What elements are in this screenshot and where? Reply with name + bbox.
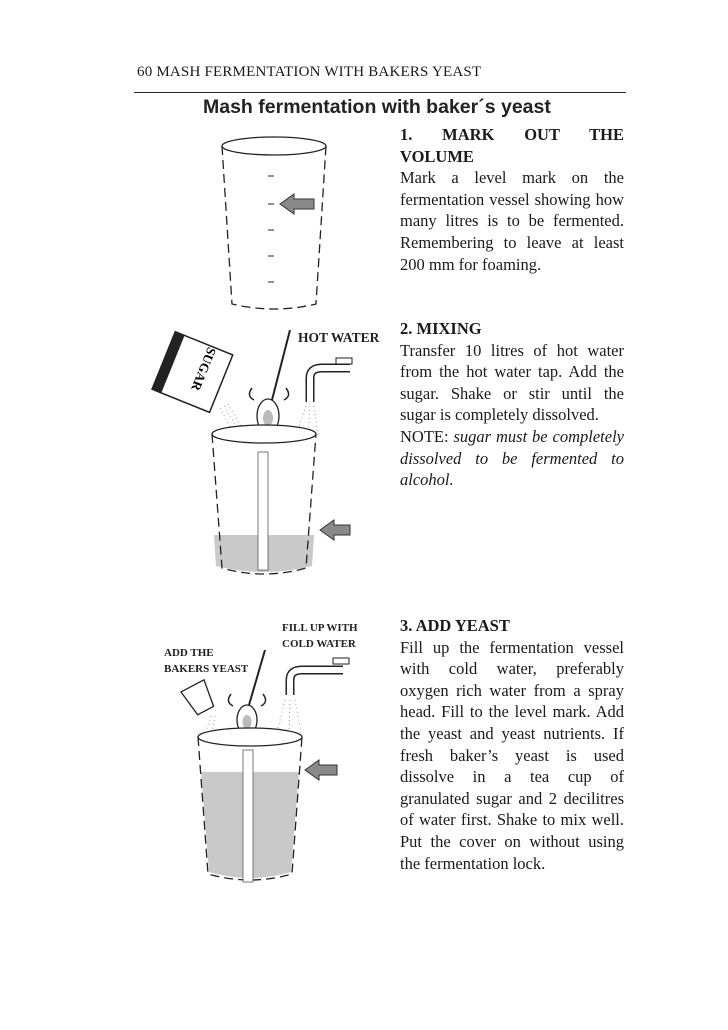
section-1-body: Mark a level mark on the fermentation vessel showing how many litres is to be fermented. Remembering to leave at least 200 mm for foaming.: [400, 168, 624, 274]
figure-mixing: [150, 330, 390, 600]
section-add-yeast: [400, 615, 624, 874]
figure-empty-vessel: [210, 132, 340, 317]
figure-add-yeast: [165, 650, 380, 900]
level-arrow-icon: [305, 760, 337, 780]
level-arrow-icon: [280, 194, 314, 214]
section-2-note: [400, 426, 624, 491]
vessel-mixing: [212, 425, 316, 574]
note-label: NOTE:: [400, 426, 454, 446]
add-yeast-label-line1: ADD THE: [164, 647, 214, 659]
spoon-icon: [228, 650, 265, 735]
sugar-box-label: SUGAR: [188, 345, 220, 394]
header-rule: [134, 92, 626, 93]
note-text: sugar must be completely dissolved to be fermented to alcohol.: [400, 426, 624, 490]
sugar-box-icon: [152, 332, 233, 413]
cold-water-tap-icon: [277, 658, 349, 732]
spoon-icon: [249, 330, 290, 433]
section-2-heading: 2. MIXING: [400, 319, 482, 338]
section-3-heading: 3. ADD YEAST: [400, 616, 510, 635]
section-1-heading-line1: 1. MARK OUT THE: [400, 125, 624, 144]
fill-up-label: [282, 620, 358, 652]
fill-up-label-line2: COLD WATER: [282, 638, 356, 650]
vessel-filled: [198, 728, 302, 882]
section-2-body: Transfer 10 litres of hot water from the hot water tap. Add the sugar. Shake or stir until the sugar is completely dissolved.: [400, 340, 624, 425]
section-mixing: [400, 318, 624, 491]
running-head: 60 MASH FERMENTATION WITH BAKERS YEAST: [137, 64, 482, 80]
hot-water-label: HOT WATER: [298, 330, 380, 345]
section-3-body: Fill up the fermentation vessel with cold water, preferably oxygen rich water from a spray head. Fill to the level mark. Add the yeast and yeast nutrients. If fresh baker’s yeast is used dissolve in a tea cup of granulated sugar and 2 decilitres of water first. Shake to mix well. Put the cover on without using the fermentation lock.: [400, 637, 624, 873]
vessel-empty: [222, 137, 326, 309]
yeast-cup-icon: [181, 680, 217, 738]
fill-up-label-line1: FILL UP WITH: [282, 622, 358, 634]
hot-water-tap-icon: [296, 358, 352, 435]
page-title: Mash fermentation with baker´s yeast: [203, 96, 551, 118]
add-yeast-label-line2: BAKERS YEAST: [164, 663, 249, 675]
level-arrow-icon: [320, 520, 350, 540]
section-mark-volume: [400, 124, 624, 275]
section-1-heading-line2: VOLUME: [400, 146, 474, 166]
